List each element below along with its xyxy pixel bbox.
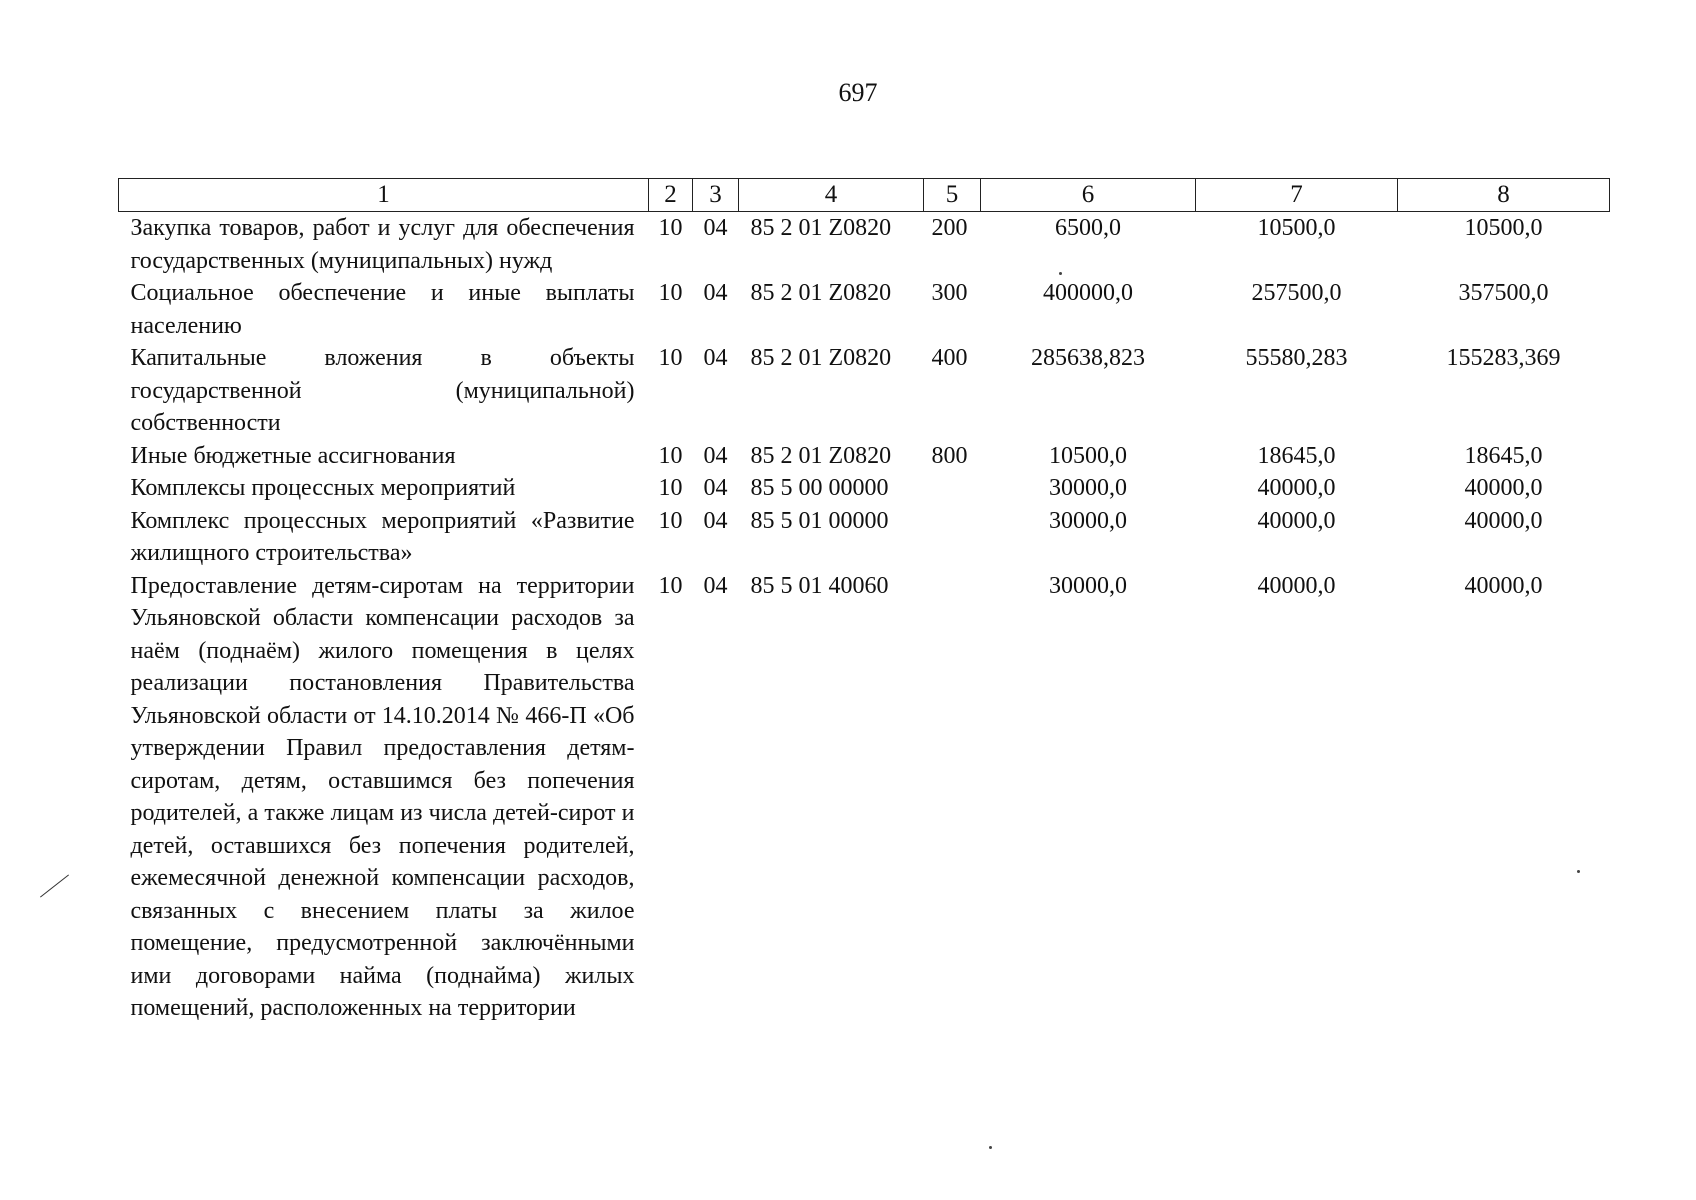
amount-col-8: 40000,0 (1464, 475, 1543, 501)
subsection-code: 04 (703, 345, 728, 371)
section-code: 10 (658, 215, 683, 241)
amount-col-7: 40000,0 (1257, 507, 1336, 534)
header-row (119, 179, 1610, 212)
amount-col-7: 40000,0 (1257, 475, 1336, 501)
column-header: 8 (1398, 179, 1610, 212)
scan-dot (1577, 870, 1580, 873)
section-code: 10 (658, 280, 683, 306)
row-name: Комплексы процессных мероприятий (130, 475, 516, 501)
amount-col-6: 30000,0 (1049, 572, 1127, 599)
row-name: Капитальные вложения в объекты государственной (муниципальной) собственности (130, 345, 635, 436)
column-header: 1 (119, 179, 649, 212)
table-row (119, 570, 1610, 1025)
section-code: 10 (658, 507, 683, 534)
row-name: Закупка товаров, работ и услуг для обеспечения государственных (муниципальных) нужд (130, 215, 635, 274)
row-name: Предоставление детям-сиротам на территории Ульяновской области компенсации расходов за наём (поднаём) жилого помещения в целях реализации постановления Правительства Ульяновской области от 14.10.2014 № 466-П «Об утверждении Правил предоставления детям-сиротам, детям, оставшимся без попечения родителей, а также лицам из числа детей-сирот и детей, оставшихся без попечения родителей, ежемесячной денежной компенсации расходов, связанных с внесением платы за жилое помещение, предусмотренной заключёнными ими договорами найма (поднайма) жилых помещений, расположенных на территории (130, 572, 635, 1021)
row-name: Комплекс процессных мероприятий «Развитие жилищного строительства» (130, 507, 635, 566)
column-header: 3 (693, 179, 739, 212)
table-row (119, 472, 1610, 505)
expense-type-code: 400 (931, 345, 968, 371)
scan-dot (1059, 272, 1062, 275)
amount-col-7: 18645,0 (1257, 442, 1336, 469)
table-row (119, 440, 1610, 473)
subsection-code: 04 (703, 280, 728, 306)
section-code: 10 (658, 442, 683, 469)
column-header: 7 (1196, 179, 1398, 212)
section-code: 10 (658, 572, 683, 599)
table-row (119, 342, 1610, 440)
amount-col-8: 18645,0 (1464, 442, 1543, 469)
subsection-code: 04 (703, 475, 728, 501)
amount-col-7: 40000,0 (1257, 572, 1336, 599)
expense-type-code (924, 505, 981, 570)
expense-type-code (924, 570, 981, 1025)
amount-col-7: 257500,0 (1251, 280, 1342, 306)
row-name: Иные бюджетные ассигнования (130, 442, 456, 469)
target-article-code: 85 2 01 Z0820 (750, 280, 892, 306)
amount-col-7: 55580,283 (1245, 345, 1348, 371)
subsection-code: 04 (703, 442, 728, 469)
table-row (119, 212, 1610, 278)
expense-type-code: 200 (931, 215, 968, 241)
amount-col-6: 10500,0 (1049, 442, 1127, 469)
scan-mark (40, 875, 69, 898)
column-header: 5 (924, 179, 981, 212)
target-article-code: 85 5 01 40060 (750, 572, 889, 599)
expense-type-code: 300 (931, 280, 968, 306)
amount-col-8: 40000,0 (1464, 572, 1543, 599)
budget-table (118, 178, 1610, 1025)
amount-col-6: 30000,0 (1049, 507, 1127, 534)
amount-col-6: 400000,0 (1043, 280, 1133, 306)
row-name: Социальное обеспечение и иные выплаты населению (130, 280, 635, 339)
amount-col-8: 155283,369 (1446, 345, 1561, 371)
amount-col-6: 285638,823 (1031, 345, 1145, 371)
target-article-code: 85 2 01 Z0820 (750, 215, 892, 241)
expense-type-code: 800 (931, 442, 968, 469)
section-code: 10 (658, 475, 683, 501)
amount-col-6: 6500,0 (1055, 215, 1121, 241)
subsection-code: 04 (703, 507, 728, 534)
amount-col-8: 357500,0 (1458, 280, 1549, 306)
amount-col-6: 30000,0 (1049, 475, 1127, 501)
column-header: 2 (649, 179, 693, 212)
section-code: 10 (658, 345, 683, 371)
target-article-code: 85 2 01 Z0820 (750, 345, 892, 371)
target-article-code: 85 5 00 00000 (750, 475, 889, 501)
scan-dot (989, 1146, 992, 1149)
target-article-code: 85 2 01 Z0820 (750, 442, 892, 469)
expense-type-code (924, 472, 981, 505)
amount-col-8: 10500,0 (1464, 215, 1543, 241)
table-row (119, 277, 1610, 342)
target-article-code: 85 5 01 00000 (750, 507, 889, 534)
amount-col-8: 40000,0 (1464, 507, 1543, 534)
column-header: 6 (981, 179, 1196, 212)
subsection-code: 04 (703, 215, 728, 241)
subsection-code: 04 (703, 572, 728, 599)
page-number: 697 (838, 78, 878, 107)
amount-col-7: 10500,0 (1257, 215, 1336, 241)
column-header: 4 (739, 179, 924, 212)
table-row (119, 505, 1610, 570)
